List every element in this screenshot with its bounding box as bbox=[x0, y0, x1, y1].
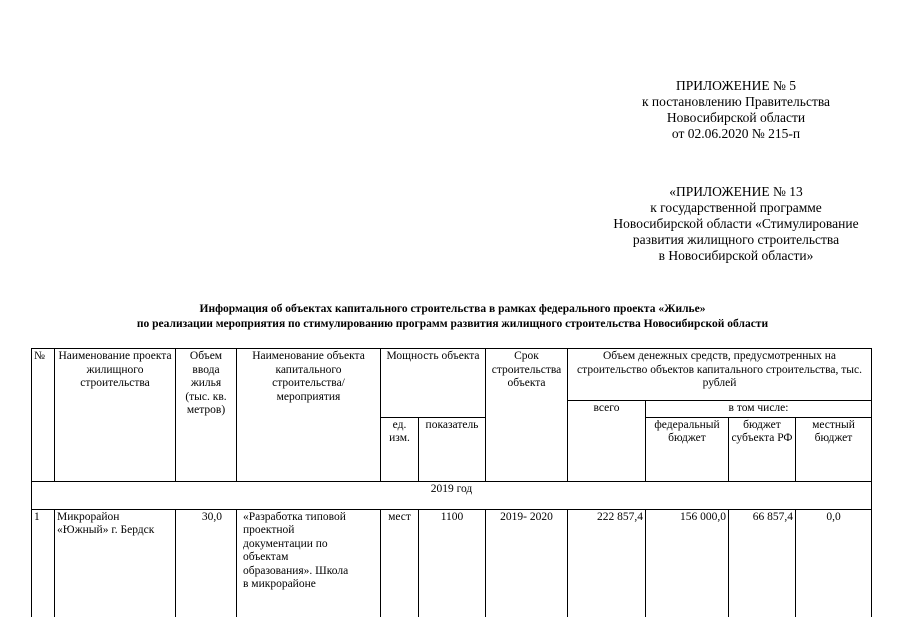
cell-term: 2019- 2020 bbox=[486, 509, 568, 617]
header-including: в том числе: bbox=[646, 401, 872, 418]
appendix-line: от 02.06.2020 № 215-п bbox=[671, 126, 801, 141]
appendix-line: «ПРИЛОЖЕНИЕ № 13 bbox=[669, 184, 803, 199]
header-local: местный бюджет bbox=[796, 417, 872, 481]
header-subject: бюджет субъекта РФ bbox=[729, 417, 796, 481]
appendix-line: ПРИЛОЖЕНИЕ № 5 bbox=[675, 78, 797, 93]
header-volume: Объем ввода жилья (тыс. кв. метров) bbox=[176, 349, 237, 482]
cell-indicator: 1100 bbox=[419, 509, 486, 617]
appendix-line: в Новосибирской области» bbox=[658, 248, 814, 263]
document-title bbox=[30, 302, 875, 332]
cell-federal: 156 000,0 bbox=[646, 509, 729, 617]
header-federal: федеральный бюджет bbox=[646, 417, 729, 481]
cell-num: 1 bbox=[32, 509, 55, 617]
header-unit: ед. изм. bbox=[381, 417, 419, 481]
appendix-13-header bbox=[596, 184, 876, 264]
objects-table bbox=[31, 348, 872, 617]
appendix-line: к государственной программе bbox=[650, 200, 822, 215]
appendix-line: Новосибирской области bbox=[666, 110, 806, 125]
appendix-line: Новосибирской области «Стимулирование bbox=[613, 216, 859, 231]
header-num: № bbox=[32, 349, 55, 482]
header-capacity: Мощность объекта bbox=[381, 349, 486, 418]
header-total: всего bbox=[568, 401, 646, 482]
header-funds: Объем денежных средств, предусмотренных на строительство объектов капитального строительства, тыс. рублей bbox=[568, 349, 872, 401]
table-row bbox=[32, 509, 872, 617]
cell-total: 222 857,4 bbox=[568, 509, 646, 617]
cell-local: 0,0 bbox=[796, 509, 872, 617]
cell-unit: мест bbox=[381, 509, 419, 617]
cell-subject: 66 857,4 bbox=[729, 509, 796, 617]
cell-project: Микрорайон «Южный» г. Бердск bbox=[55, 509, 176, 617]
header-indicator: показатель bbox=[419, 417, 486, 481]
cell-volume: 30,0 bbox=[176, 509, 237, 617]
title-line-1: Информация об объектах капитального строительства в рамках федерального проекта «Жилье» bbox=[199, 303, 706, 315]
title-line-2: по реализации мероприятия по стимулированию программ развития жилищного строительства Новосибирской области bbox=[136, 318, 769, 330]
cell-object: «Разработка типовой проектной документации по объектам образования». Школа в микрорайоне bbox=[237, 509, 381, 617]
header-object: Наименование объекта капитального строительства/ мероприятия bbox=[237, 349, 381, 482]
header-term: Срок строительства объекта bbox=[486, 349, 568, 482]
appendix-line: к постановлению Правительства bbox=[641, 94, 831, 109]
header-project: Наименование проекта жилищного строительства bbox=[55, 349, 176, 482]
year-row: 2019 год bbox=[32, 481, 872, 509]
appendix-line: развития жилищного строительства bbox=[632, 232, 840, 247]
appendix-5-header bbox=[596, 78, 876, 142]
